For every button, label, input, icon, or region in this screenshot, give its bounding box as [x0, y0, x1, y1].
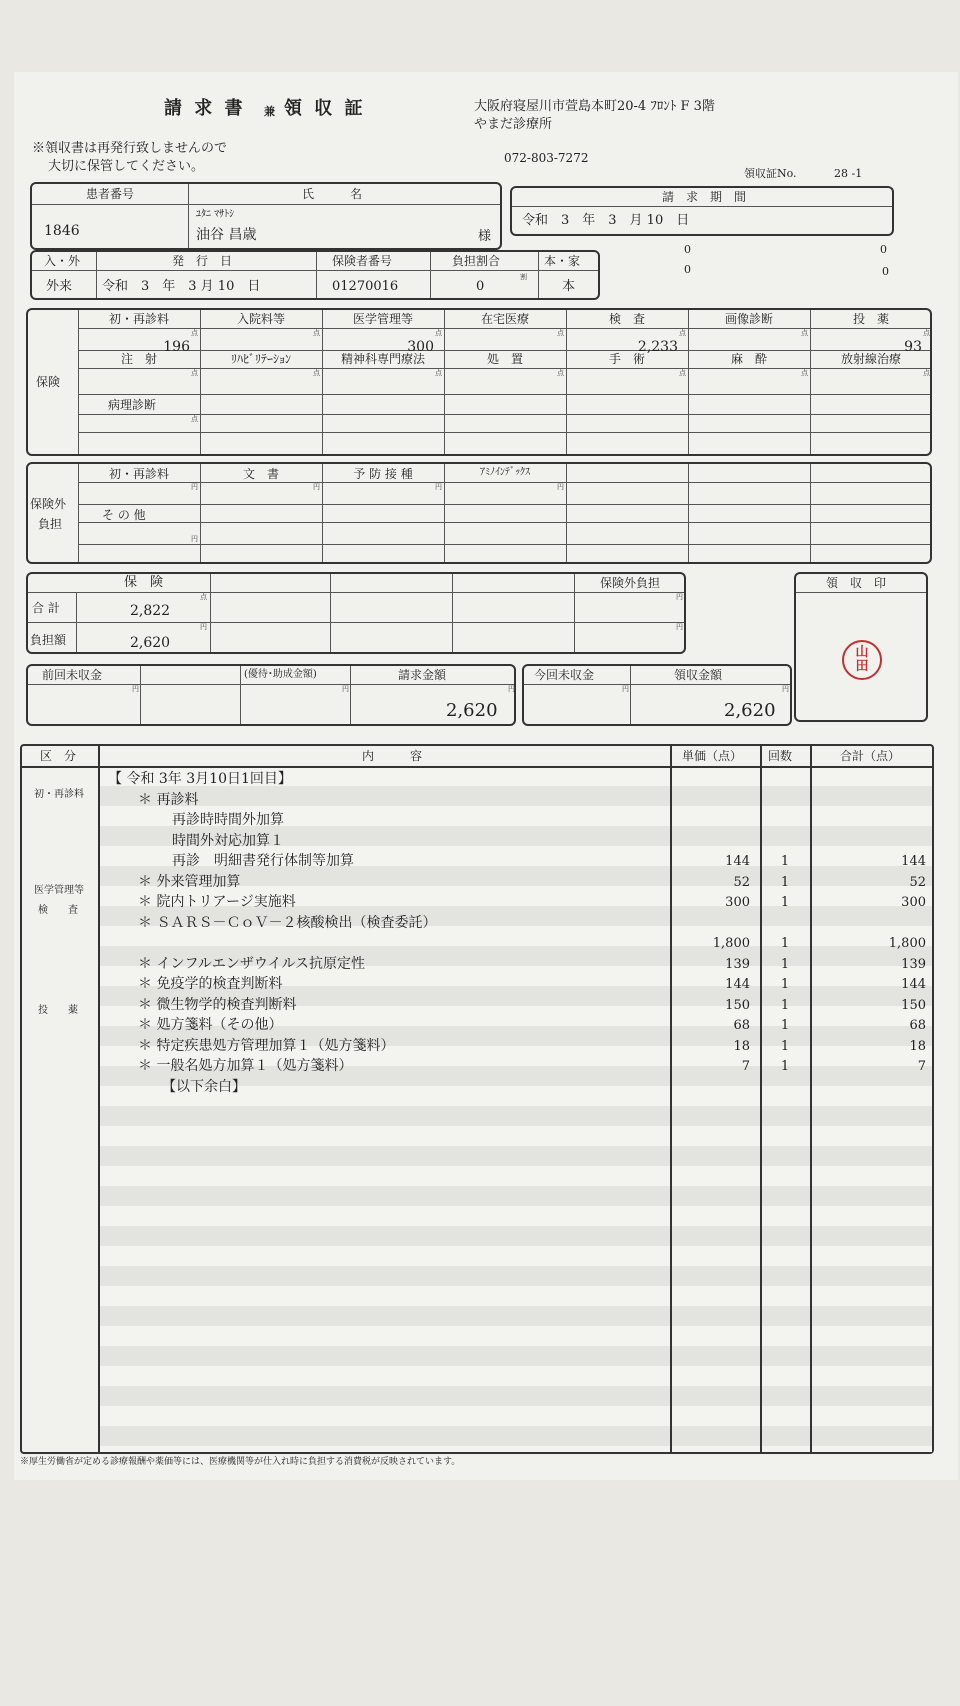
detail-row: [22, 1057, 932, 1078]
detail-item-text: ＊ 免疫学的検査判断料: [138, 976, 283, 992]
insurance-header: 初・再診料: [108, 312, 169, 326]
detail-count: 1: [780, 936, 790, 951]
clinic-address: 大阪府寝屋川市萱島本町20-4 ﾌﾛﾝﾄ F 3階: [474, 99, 715, 114]
detail-unit-price: 52: [733, 874, 750, 890]
clinic-name: やまだ診療所: [474, 117, 553, 132]
detail-category: 投 薬: [38, 1005, 78, 1016]
insurance-header: 精神科専門療法: [340, 352, 425, 366]
detail-total: 1,800: [888, 936, 926, 951]
detail-header: 合計（点）: [840, 749, 901, 763]
detail-total: 139: [901, 956, 926, 972]
pathology-label: 病理診断: [108, 398, 157, 412]
unit-label: 点: [923, 369, 930, 377]
detail-unit-price: 7: [741, 1059, 750, 1074]
detail-item-text: ＊ インフルエンザウイルス抗原定性: [138, 955, 366, 972]
detail-lines: [22, 766, 932, 1452]
unit-label: 点: [801, 369, 808, 377]
receipt-paper: [14, 72, 958, 1480]
detail-item-text: 再診 明細書発行体制等加算: [172, 853, 354, 869]
request-amount: 2,620: [446, 700, 498, 721]
totals-non-insurance-label: 保険外負担: [600, 576, 661, 590]
detail-unit-price: 18: [733, 1038, 750, 1054]
unit-label: 点: [801, 329, 808, 337]
detail-count: 1: [780, 997, 790, 1013]
seal-char: 田: [855, 659, 869, 674]
unit-label: 円: [557, 483, 564, 491]
unit-label: 点: [923, 329, 930, 337]
unit-label: 点: [313, 329, 320, 337]
patient-name-label: 氏 名: [302, 187, 363, 201]
detail-item-text: ＊ 特定疾患処方管理加算１（処方箋料）: [138, 1037, 395, 1054]
issue-header: 発 行 日: [172, 254, 233, 268]
non-insurance-side-label2: 負担: [38, 517, 63, 531]
detail-row: [22, 791, 932, 812]
detail-row: [22, 811, 932, 832]
patient-id-label: 患者番号: [86, 187, 135, 201]
insurance-header: 検 査: [608, 312, 645, 326]
unit-label: 点: [191, 415, 198, 423]
insurance-header: ﾘﾊﾋﾞﾘﾃｰｼｮﾝ: [230, 352, 291, 366]
detail-total: 18: [909, 1038, 926, 1054]
detail-unit-price: 144: [725, 854, 750, 869]
title-ken: 兼: [264, 105, 275, 118]
unit-label: 円: [313, 483, 320, 491]
insurance-box: [26, 308, 932, 456]
insurance-header: 麻 酔: [730, 352, 767, 366]
insurance-header: 画像診断: [724, 312, 773, 326]
document-title-2: 領 収 証: [284, 98, 366, 119]
detail-row: [22, 1078, 932, 1099]
period-value: 令和 3 年 3 月 10 日: [522, 213, 690, 228]
detail-item-text: ＊ 再診料: [138, 791, 199, 808]
detail-row: [22, 770, 932, 791]
detail-category: 検 査: [38, 905, 78, 916]
receipt-no-label: 領収証No.: [744, 167, 797, 180]
issue-value: 01270016: [332, 279, 399, 294]
detail-header: 回数: [768, 749, 793, 763]
detail-count: 1: [780, 1038, 790, 1054]
patient-sama: 様: [478, 229, 492, 244]
stamp-label: 領 収 印: [826, 576, 887, 590]
detail-unit-price: 144: [725, 977, 750, 992]
detail-row: [22, 1016, 932, 1037]
non-insurance-grid: [78, 464, 930, 562]
billing-box: [26, 664, 516, 726]
insurance-header: 入院料等: [236, 312, 285, 326]
unit-label: 点: [679, 369, 686, 377]
issue-value: 外来: [46, 279, 73, 294]
unit-label: 円: [676, 623, 683, 631]
futan-label: 負担額: [30, 633, 67, 647]
received-amount: 2,620: [724, 700, 776, 721]
detail-item-text: ＊ 外来管理加算: [138, 873, 241, 890]
insurance-header: 投 薬: [852, 312, 889, 326]
unit-label: 点: [679, 329, 686, 337]
unit-label: 点: [200, 593, 207, 601]
non-insurance-header: ｱﾐﾉｲﾝﾃﾞｯｸｽ: [480, 467, 530, 478]
this-unpaid-label: 今回未収金: [534, 668, 595, 682]
insurance-grid: [78, 310, 930, 454]
detail-header: 内 容: [362, 749, 423, 763]
unit-label: 円: [622, 685, 629, 693]
seal-char: 山: [855, 645, 869, 661]
detail-total: 7: [917, 1059, 926, 1074]
detail-count: 1: [780, 977, 790, 992]
totals-insurance-label: 保 険: [124, 575, 164, 590]
detail-item-text: 再診時時間外加算: [172, 812, 284, 828]
detail-count: 1: [780, 874, 790, 890]
insurance-header: 放射線治療: [840, 352, 901, 366]
received-box: [522, 664, 792, 726]
insurance-header: 注 射: [120, 352, 157, 366]
detail-item-text: 時間外対応加算１: [172, 832, 284, 849]
side-zero: 0: [882, 265, 889, 278]
detail-total: 300: [901, 895, 926, 910]
notice-line1: ※領収書は再発行致しませんので: [32, 141, 228, 156]
received-amount-label: 領収金額: [674, 668, 723, 682]
side-zero: 0: [684, 243, 691, 256]
detail-item-text: 【以下余白】: [162, 1078, 246, 1095]
detail-count: 1: [780, 956, 790, 972]
issue-value: 本: [562, 279, 576, 294]
detail-row: [22, 893, 932, 914]
unit-label: 点: [435, 329, 442, 337]
detail-row: [22, 955, 932, 976]
detail-total: 52: [909, 874, 926, 890]
patient-box: [30, 182, 502, 250]
period-label: 請 求 期 間: [662, 190, 747, 204]
insurance-value: 93: [904, 339, 922, 355]
insurance-side-label: 保険: [36, 375, 61, 389]
detail-item-text: ＊ 一般名処方加算１（処方箋料）: [138, 1058, 353, 1074]
footer-note: ※厚生労働省が定める診療報酬や薬価等には、医療機関等が仕入れ時に負担する消費税が反映されています。: [20, 1457, 461, 1467]
detail-total: 144: [901, 854, 926, 869]
patient-id: 1846: [44, 223, 80, 239]
issue-header: 負担割合: [452, 254, 501, 268]
unit-label: 円: [508, 685, 515, 693]
issue-value: 令和 3 年 3 月 10 日: [102, 279, 261, 294]
detail-item-text: ＊ 院内トリアージ実施料: [138, 894, 296, 910]
detail-header: 単価（点）: [682, 749, 743, 763]
detail-count: 1: [780, 1018, 790, 1033]
detail-item-text: ＊ 微生物学的検査判断料: [138, 996, 297, 1013]
insurance-header: 在宅医療: [480, 312, 529, 326]
detail-row: [22, 852, 932, 873]
unit-label: 円: [191, 535, 198, 543]
detail-row: [22, 873, 932, 894]
detail-item-text: 【 令和 3年 3月10日1回目】: [108, 771, 292, 787]
non-insurance-header: 予 防 接 種: [353, 467, 413, 481]
goukei-value: 2,822: [130, 603, 171, 619]
unit-label: 円: [435, 483, 442, 491]
unit-label: 点: [313, 369, 320, 377]
non-insurance-side-label: 保険外: [30, 497, 67, 511]
unit-label: 点: [435, 369, 442, 377]
receipt-seal: [842, 640, 882, 680]
unit-label: 点: [557, 369, 564, 377]
detail-table: [20, 744, 934, 1454]
detail-category: 初・再診料: [34, 789, 84, 800]
detail-count: 1: [780, 895, 790, 910]
detail-total: 68: [909, 1018, 926, 1033]
goukei-label: 合 計: [32, 601, 60, 615]
detail-unit-price: 139: [725, 956, 750, 972]
insurance-value: 2,233: [637, 339, 678, 355]
detail-header: 区 分: [40, 749, 77, 763]
unit-label: 円: [132, 685, 139, 693]
issue-header: 保険者番号: [332, 254, 393, 268]
unit-label: 点: [557, 329, 564, 337]
unit-label: 点: [191, 329, 198, 337]
insurance-header: 手 術: [608, 352, 645, 366]
insurance-header: 処 置: [486, 352, 523, 366]
detail-unit-price: 300: [725, 895, 750, 910]
unit-label: 円: [200, 623, 207, 631]
unit-label: 円: [191, 483, 198, 491]
detail-row: [22, 914, 932, 935]
detail-category: 医学管理等: [34, 885, 84, 896]
insurance-value: 300: [407, 339, 434, 355]
detail-count: 1: [780, 1059, 790, 1074]
insurance-value: 196: [163, 339, 190, 355]
side-zero: 0: [880, 243, 887, 256]
side-zero: 0: [684, 263, 691, 276]
non-insurance-header: 文 書: [242, 467, 279, 481]
notice-line2: 大切に保管してください。: [48, 159, 205, 174]
receipt-no: 28 -1: [834, 167, 863, 180]
billing-period-box: [510, 186, 894, 236]
request-amount-label: 請求金額: [398, 668, 447, 682]
non-insurance-header: 初・再診料: [108, 467, 169, 481]
detail-row: [22, 996, 932, 1017]
issue-header: 入・外: [44, 254, 81, 268]
detail-row: [22, 832, 932, 853]
stamp-box: [794, 572, 928, 722]
detail-count: 1: [780, 854, 790, 869]
patient-kana: ﾕﾀﾆ ﾏｻﾄｼ: [196, 209, 235, 220]
clinic-phone: 072-803-7272: [504, 151, 589, 165]
unit-label: 円: [676, 593, 683, 601]
insurance-header: 医学管理等: [352, 312, 413, 326]
subsidy-label: (優待･助成金額): [244, 669, 317, 680]
detail-row: [22, 1037, 932, 1058]
unit-label: 点: [191, 369, 198, 377]
wari-unit: 割: [520, 273, 527, 281]
detail-total: 150: [901, 997, 926, 1013]
totals-box: [26, 572, 686, 654]
detail-total: 144: [901, 977, 926, 992]
detail-row: [22, 975, 932, 996]
issue-box: [30, 250, 600, 300]
prev-unpaid-label: 前回未収金: [42, 668, 103, 682]
detail-row: [22, 934, 932, 955]
detail-item-text: ＊ 処方箋料（その他）: [138, 1017, 283, 1033]
detail-item-text: ＊ ＳＡＲＳ－ＣｏＶ－２核酸検出（検査委託）: [138, 914, 437, 931]
detail-unit-price: 68: [733, 1018, 750, 1033]
patient-name: 油谷 昌歳: [196, 227, 257, 243]
detail-unit-price: 150: [725, 997, 750, 1013]
issue-value: 0: [476, 279, 485, 294]
non-insurance-box: [26, 462, 932, 564]
detail-unit-price: 1,800: [712, 936, 750, 951]
issue-header: 本・家: [544, 254, 581, 268]
unit-label: 円: [342, 685, 349, 693]
document-title: 請 求 書: [164, 98, 246, 119]
unit-label: 円: [782, 685, 789, 693]
other-label: そ の 他: [102, 508, 146, 522]
futan-value: 2,620: [130, 635, 171, 651]
